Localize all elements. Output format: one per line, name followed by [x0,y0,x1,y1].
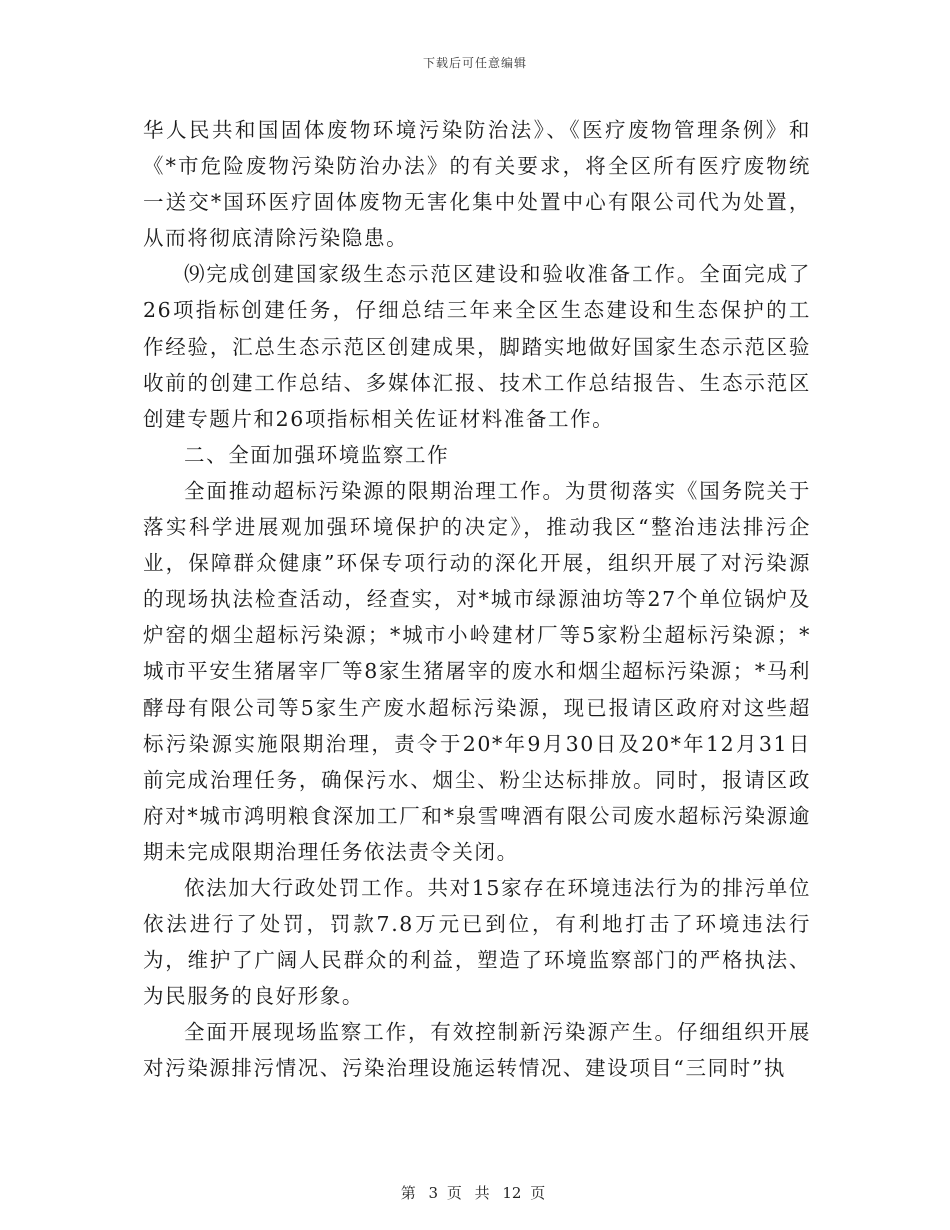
page-footer [0,1182,950,1203]
paragraph-site-inspection: 全面开展现场监察工作，有效控制新污染源产生。仔细组织开展对污染源排污情况、污染治理设施运转情况、建设项目“三同时”执 [143,1020,811,1081]
footer-total-pages: 12 [502,1184,522,1202]
paragraph-admin-penalty: 依法加大行政处罚工作。共对15家存在环境违法行为的排污单位依法进行了处罚，罚款7.8万元已到位，有利地打击了环境违法行为，维护了广阔人民群众的利益，塑造了环境监察部门的严格执法、为民服务的良好形象。 [143,875,811,1009]
paragraph-pollution-deadline: 全面推动超标污染源的限期治理工作。为贯彻落实《国务院关于落实科学进展观加强环境保护的决定》，推动我区“整治违法排污企业，保障群众健康”环保专项行动的深化开展，组织开展了对污染源的现场执法检查活动，经查实，对*城市绿源油坊等27个单位锅炉及炉窑的烟尘超标污染源；*城市小岭建材厂等5家粉尘超标污染源；*城市平安生猪屠宰厂等8家生猪屠宰的废水和烟尘超标污染源；*马利酵母有限公司等5家生产废水超标污染源，现已报请区政府对这些超标污染源实施限期治理，责令于20*年9月30日及20*年12月31日前完成治理任务，确保污水、烟尘、粉尘达标排放。同时，报请区政府对*城市鸿明粮食深加工厂和*泉雪啤酒有限公司废水超标污染源逾期未完成限期治理任务依法责令关闭。 [143,478,812,864]
footer-suffix: 页 [530,1184,550,1202]
paragraph-eco-demo-zone: ⑼完成创建国家级生态示范区建设和验收准备工作。全面完成了26项指标创建任务，仔细总结三年来全区生态建设和生态保护的工作经验，汇总生态示范区创建成果，脚踏实地做好国家生态示范区验收前的创建工作总结、多媒体汇报、技术工作总结报告、生态示范区创建专题片和26项指标相关佐证材料准备工作。 [143,262,811,431]
header-note: 下载后可任意编辑 [422,56,527,70]
footer-middle: 页 共 [446,1184,494,1202]
footer-current-page: 3 [428,1184,439,1202]
footer-prefix: 第 [400,1184,420,1202]
section-heading-env-supervision: 二、全面加强环境监察工作 [184,442,450,467]
document-body [143,112,811,1087]
paragraph-medical-waste: 华人民共和国固体废物环境污染防治法》、《医疗废物管理条例》和《*市危险废物污染防治办法》的有关要求，将全区所有医疗废物统一送交*国环医疗固体废物无害化集中处置中心有限公司代为处置，从而将彻底清除污染隐患。 [143,118,811,251]
